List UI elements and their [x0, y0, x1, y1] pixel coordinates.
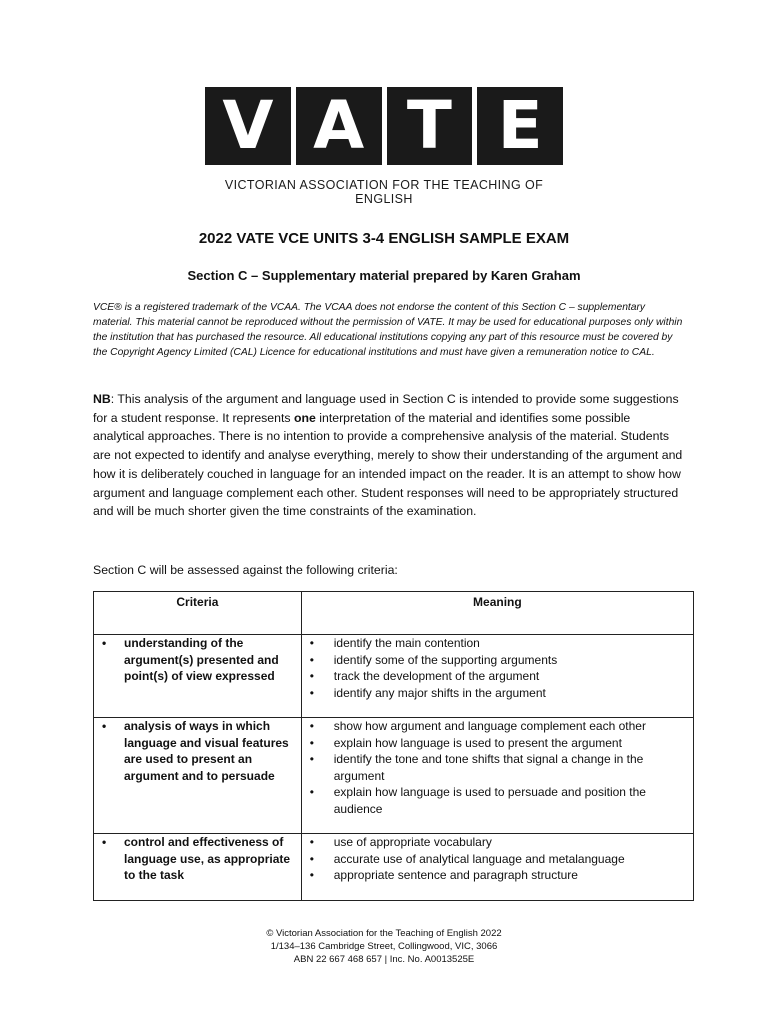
bullet: •: [309, 652, 314, 667]
logo-letter-a: A: [296, 87, 382, 165]
criterion-text: analysis of ways in which language and visual features are used to present an argument and to persuade: [124, 719, 289, 783]
meaning-text: use of appropriate vocabulary: [333, 835, 492, 849]
meaning-text: identify some of the supporting arguments: [333, 652, 558, 667]
nb-text-part2: interpretation of the material and identifies some possible analytical approaches. There is no intention to provide a comprehensive analysis of the material. Students are not expected to identify and analyse everything, merely to show their understanding of the argument and how it is deliberately couched in language for an intended impact on the reader. It is an attempt to show how argument and language complement each other. Student responses will need to be appropriately structured and will be much shorter given the time constraints of the examination.: [93, 410, 683, 519]
bullet: •: [309, 669, 314, 683]
logo-letter-e: E: [477, 87, 563, 165]
meaning-cell: [301, 718, 693, 834]
bullet: •: [102, 835, 107, 849]
criterion-cell: [94, 635, 302, 718]
table-row: [94, 635, 694, 718]
meaning-item: [306, 718, 689, 735]
document-subtitle: Section C – Supplementary material prepared by Karen Graham: [187, 268, 581, 283]
meaning-item: [306, 784, 689, 817]
table-row: [94, 718, 694, 834]
logo-subtitle: VICTORIAN ASSOCIATION FOR THE TEACHING OF ENGLISH: [224, 178, 544, 206]
footer-address: 1/134–136 Cambridge Street, Collingwood, VIC, 3066: [270, 941, 498, 953]
footer-abn: ABN 22 667 468 657 | Inc. No. A0013525E: [293, 954, 475, 966]
bullet: •: [309, 636, 314, 650]
meaning-text: show how argument and language complement each other: [333, 719, 646, 733]
criterion-item: [98, 635, 297, 685]
bullet: •: [309, 785, 314, 799]
nb-emphasis: one: [293, 410, 316, 425]
vate-logo: [205, 87, 563, 165]
nb-paragraph: [93, 390, 683, 521]
criterion-text: control and effectiveness of language use, as appropriate to the task: [124, 835, 291, 882]
bullet: •: [309, 735, 314, 750]
meaning-item: [306, 685, 689, 702]
bullet: •: [309, 851, 314, 866]
logo-letter-t: T: [387, 87, 473, 165]
bullet: •: [309, 685, 314, 700]
meaning-text: accurate use of analytical language and metalanguage: [333, 851, 625, 866]
bullet: •: [309, 835, 314, 849]
nb-text-part1: : This analysis of the argument and language used in Section C is intended to provide some suggestions for a student response. It represents: [93, 392, 679, 425]
bullet: •: [309, 752, 314, 766]
nb-label: NB: [93, 392, 111, 406]
meaning-item: [306, 652, 689, 669]
criterion-text: understanding of the argument(s) presented and point(s) of view expressed: [124, 636, 279, 683]
table-row: [94, 834, 694, 901]
meaning-text: track the development of the argument: [333, 669, 540, 683]
meaning-text: identify the tone and tone shifts that signal a change in the argument: [333, 752, 644, 783]
page-footer: [0, 927, 768, 967]
bullet: •: [309, 868, 314, 882]
criterion-item: [98, 718, 297, 784]
meaning-item: [306, 751, 689, 784]
disclaimer-paragraph: VCE® is a registered trademark of the VCAA. The VCAA does not endorse the content of this Section C – supplementary material. This material cannot be reproduced without the permission of VATE. It may be used for educational purposes only within the institution that has purchased the resource. All educational institutions copying any part of this resource must be covered by the Copyright Agency Limited (CAL) Licence for educational institutions and must have given a remuneration notice to CAL.: [93, 302, 683, 358]
criteria-intro: Section C will be assessed against the following criteria:: [93, 563, 398, 577]
criterion-item: [98, 834, 297, 884]
meaning-cell: [301, 834, 693, 901]
meaning-item: [306, 867, 689, 884]
footer-copyright: © Victorian Association for the Teaching of English 2022: [266, 928, 502, 939]
logo-letter-v: V: [205, 87, 291, 165]
header-meaning: Meaning: [301, 592, 693, 635]
meaning-text: explain how language is used to persuade and position the audience: [333, 785, 646, 816]
criterion-cell: [94, 718, 302, 834]
header-criteria: Criteria: [94, 592, 302, 635]
criterion-cell: [94, 834, 302, 901]
document-title: 2022 VATE VCE UNITS 3-4 ENGLISH SAMPLE EXAM: [198, 230, 570, 247]
bullet: •: [309, 719, 314, 733]
bullet: •: [102, 636, 107, 650]
bullet: •: [102, 719, 107, 733]
meaning-item: [306, 635, 689, 652]
criteria-table: [93, 591, 694, 901]
meaning-item: [306, 851, 689, 868]
table-header-row: [94, 592, 694, 635]
meaning-item: [306, 668, 689, 685]
meaning-text: explain how language is used to present the argument: [333, 735, 622, 750]
meaning-text: identify any major shifts in the argument: [333, 685, 546, 700]
meaning-text: identify the main contention: [333, 636, 480, 650]
meaning-item: [306, 834, 689, 851]
meaning-cell: [301, 635, 693, 718]
meaning-text: appropriate sentence and paragraph structure: [333, 868, 578, 882]
meaning-item: [306, 735, 689, 752]
